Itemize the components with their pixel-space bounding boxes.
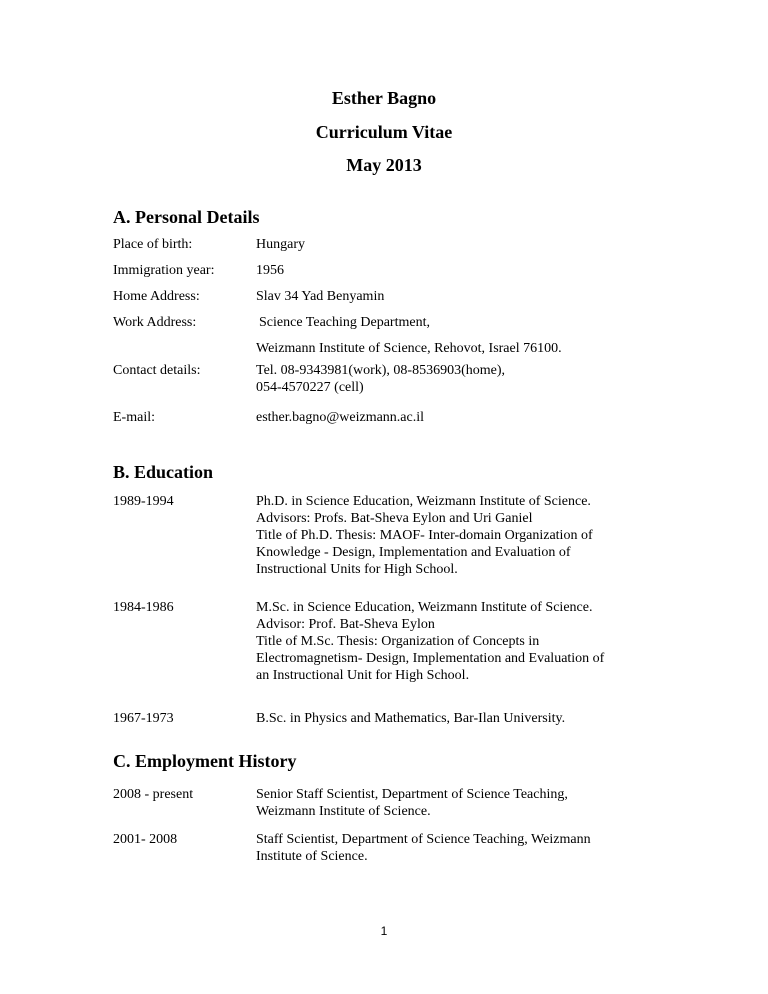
immigration-value: 1956 xyxy=(256,263,284,278)
birth-value: Hungary xyxy=(256,237,305,252)
work-address-label: Work Address: xyxy=(113,315,197,330)
education-years: 1967-1973 xyxy=(113,711,174,726)
education-line: B.Sc. in Physics and Mathematics, Bar-Ilan University. xyxy=(256,711,566,726)
document-title: Curriculum Vitae xyxy=(315,122,453,142)
email-value: esther.bagno@weizmann.ac.il xyxy=(256,410,424,425)
contact-line-1: Tel. 08-9343981(work), 08-8536903(home), xyxy=(256,363,506,378)
immigration-label: Immigration year: xyxy=(113,263,215,278)
employment-years: 2001- 2008 xyxy=(113,832,178,847)
education-line: Electromagnetism- Design, Implementation and Evaluation of xyxy=(256,651,605,666)
education-years: 1989-1994 xyxy=(113,494,174,509)
education-line: Title of Ph.D. Thesis: MAOF- Inter-domain Organization of xyxy=(256,528,593,543)
education-description xyxy=(256,599,676,684)
contact-value xyxy=(256,362,676,396)
employment-line: Weizmann Institute of Science. xyxy=(256,804,431,819)
contact-label: Contact details: xyxy=(113,363,201,378)
employment-line: Institute of Science. xyxy=(256,849,368,864)
education-line: Knowledge - Design, Implementation and Evaluation of xyxy=(256,545,571,560)
education-line: Instructional Units for High School. xyxy=(256,562,458,577)
education-line: an Instructional Unit for High School. xyxy=(256,668,470,683)
home-address-label: Home Address: xyxy=(113,289,200,304)
work-address-line-2: Weizmann Institute of Science, Rehovot, Israel 76100. xyxy=(256,341,562,356)
employment-line: Senior Staff Scientist, Department of Science Teaching, xyxy=(256,787,568,802)
education-line: Title of M.Sc. Thesis: Organization of Concepts in xyxy=(256,634,540,649)
education-line: Advisor: Prof. Bat-Sheva Eylon xyxy=(256,617,435,632)
birth-label: Place of birth: xyxy=(113,237,193,252)
education-years: 1984-1986 xyxy=(113,600,174,615)
employment-heading: C. Employment History xyxy=(113,751,297,771)
education-line: Ph.D. in Science Education, Weizmann Institute of Science. xyxy=(256,494,591,509)
education-line: M.Sc. in Science Education, Weizmann Institute of Science. xyxy=(256,600,593,615)
employment-description xyxy=(256,831,676,865)
home-address-value: Slav 34 Yad Benyamin xyxy=(256,289,385,304)
employment-years: 2008 - present xyxy=(113,787,194,802)
education-description xyxy=(256,493,676,578)
personal-details-heading: A. Personal Details xyxy=(113,207,260,227)
email-label: E-mail: xyxy=(113,410,155,425)
document-date: May 2013 xyxy=(346,155,422,175)
page-number: 1 xyxy=(380,924,388,938)
education-heading: B. Education xyxy=(113,462,214,482)
contact-line-2: 054-4570227 (cell) xyxy=(256,380,364,395)
employment-line: Staff Scientist, Department of Science Teaching, Weizmann xyxy=(256,832,591,847)
person-name: Esther Bagno xyxy=(331,88,437,108)
education-line: Advisors: Profs. Bat-Sheva Eylon and Uri Ganiel xyxy=(256,511,533,526)
employment-description xyxy=(256,786,676,820)
work-address-line-1: Science Teaching Department, xyxy=(259,315,430,330)
education-description xyxy=(256,710,676,727)
